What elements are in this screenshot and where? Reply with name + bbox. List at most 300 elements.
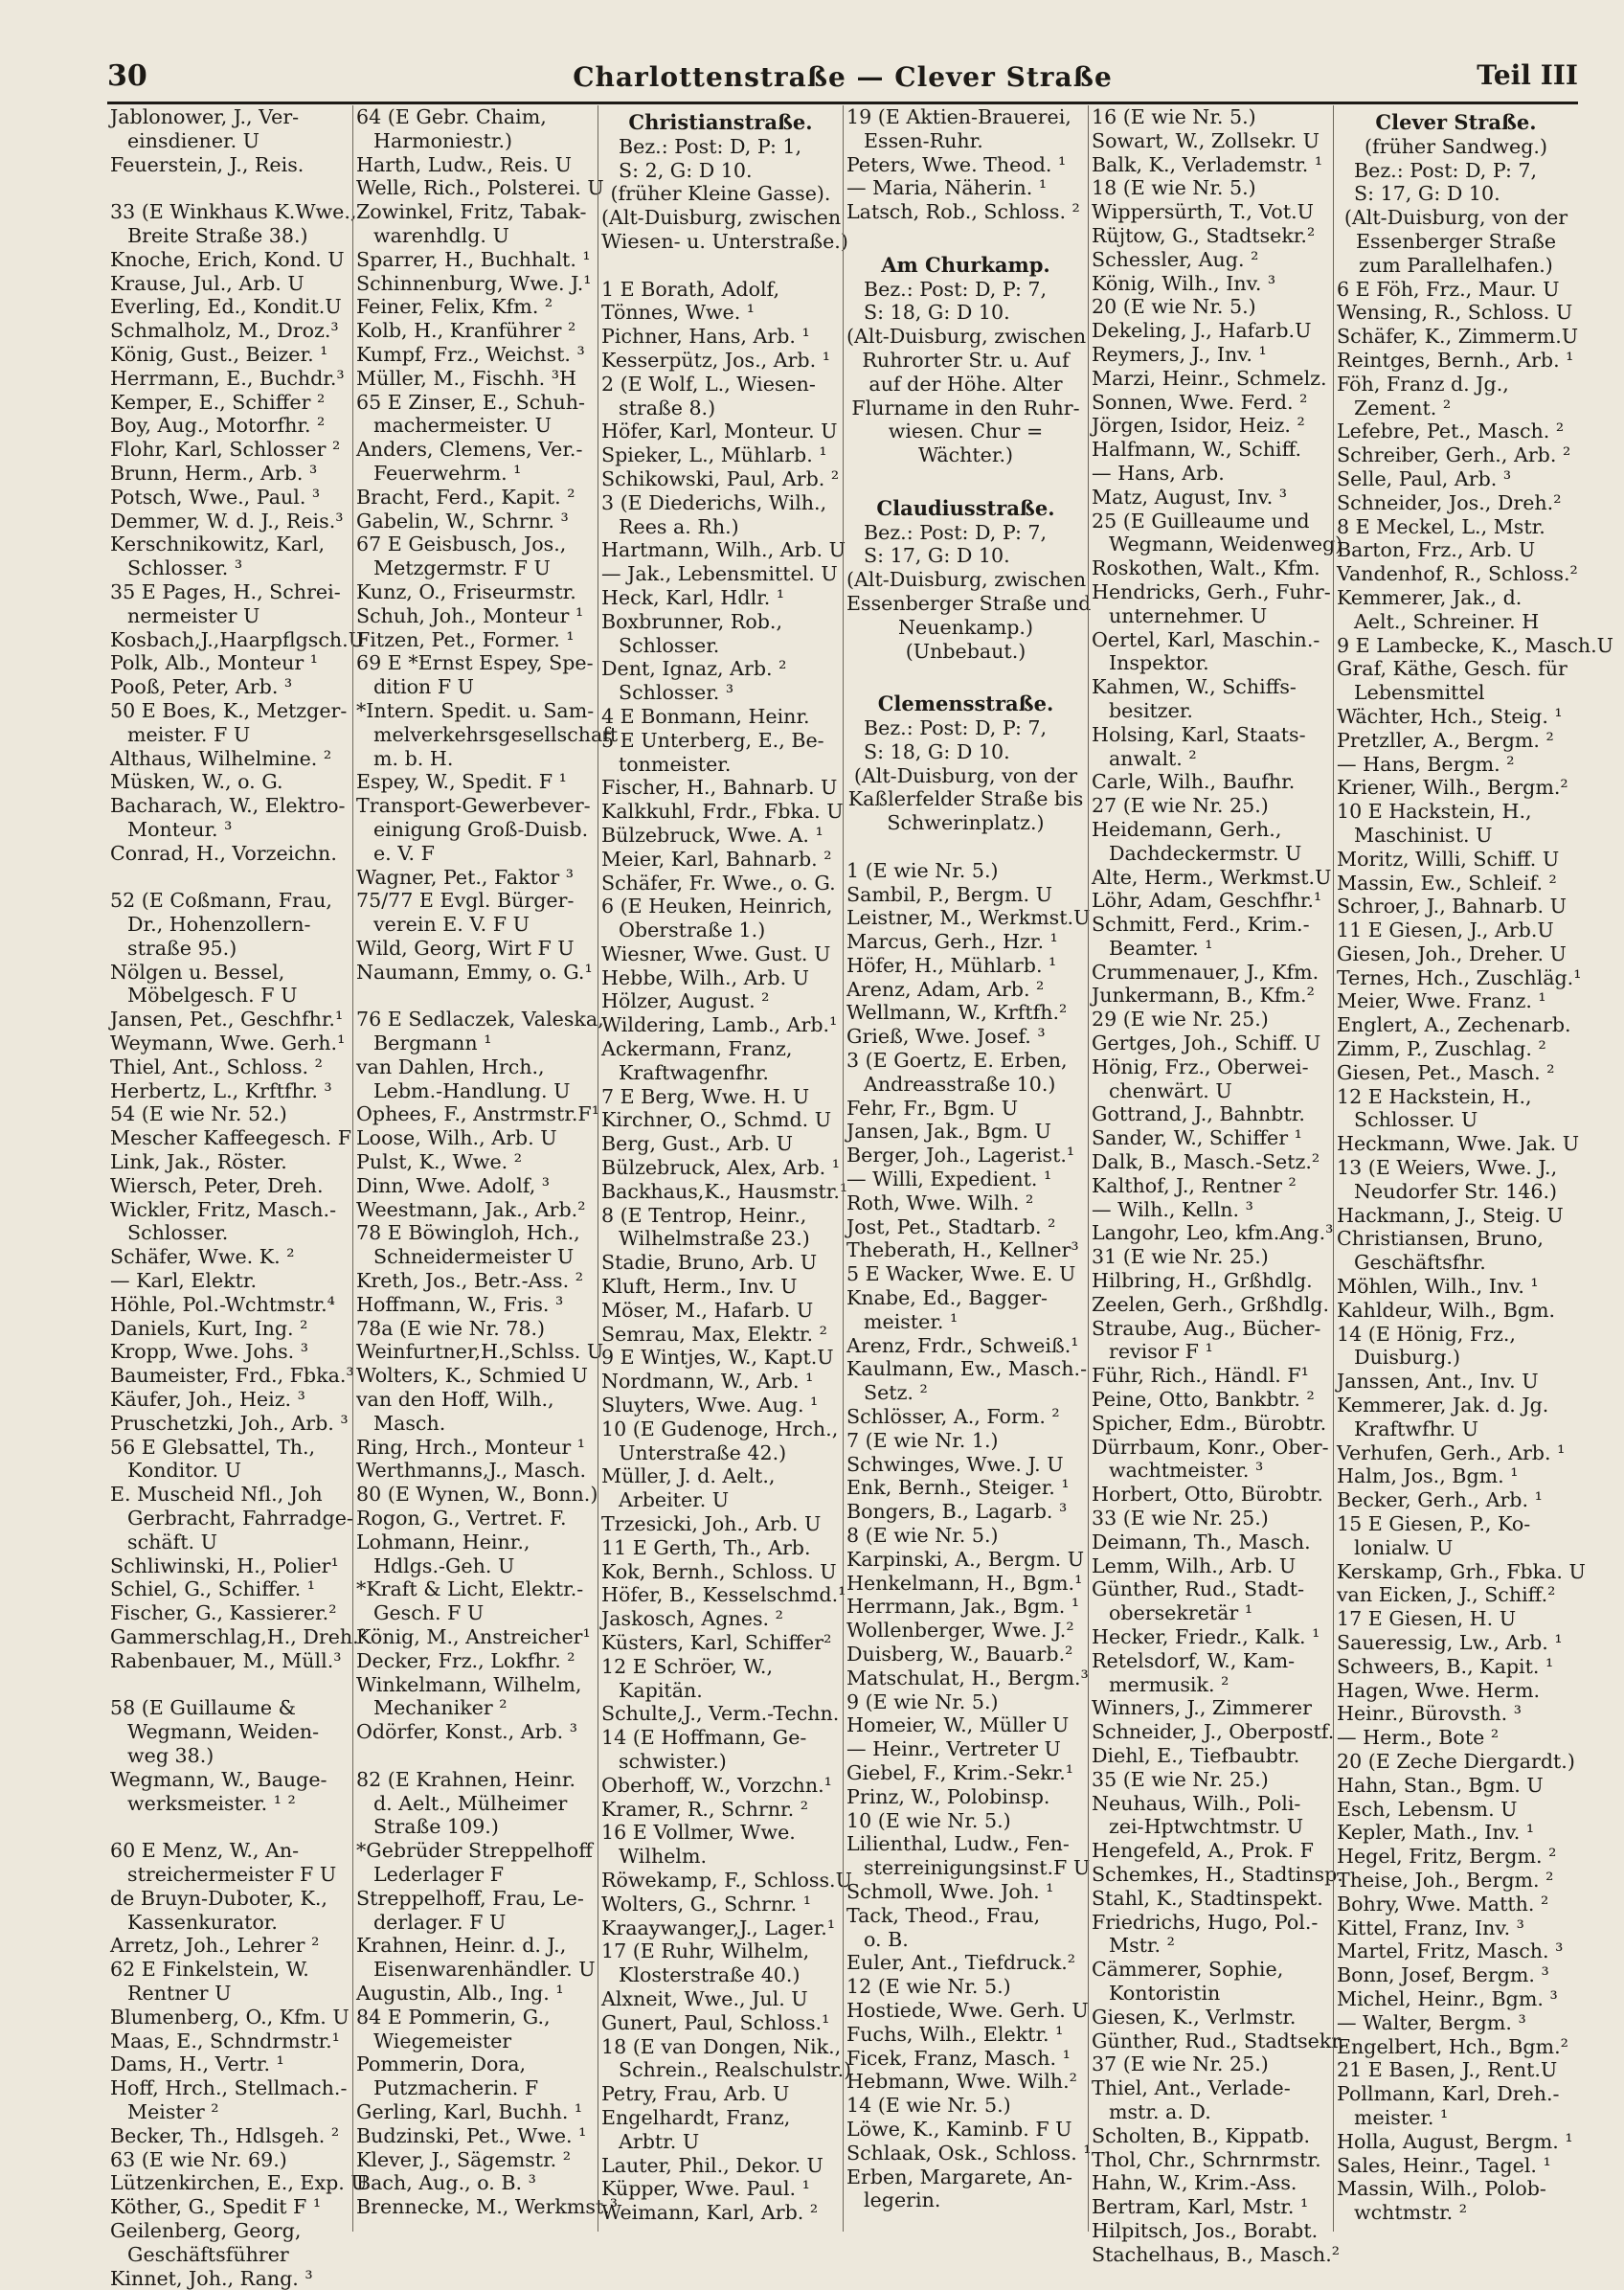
directory-entry: Odörfer, Konst., Arb. ³ [356, 1720, 578, 1744]
directory-entry: Wagner, Pet., Faktor ³ [356, 865, 574, 889]
directory-entry: 17 E Giesen, H. U [1337, 1607, 1517, 1631]
directory-entry: Kumpf, Frz., Weichst. ³ [356, 342, 585, 366]
directory-entry: Backhaus,K., Hausmstr.¹ [601, 1179, 848, 1203]
directory-entry: Holsing, Karl, Staats- [1092, 722, 1306, 746]
directory-entry-continuation: wachtmeister. ³ [1109, 1459, 1264, 1483]
directory-entry: 19 (E Aktien-Brauerei, [846, 105, 1071, 128]
directory-entry: *Intern. Spedit. u. Sam- [356, 698, 595, 722]
directory-entry: Semrau, Max, Elektr. ² [601, 1322, 827, 1346]
directory-entry-continuation: einigung Groß-Duisb. [373, 817, 589, 841]
directory-entry: 15 E Giesen, P., Ko- [1337, 1512, 1531, 1536]
directory-entry-continuation: mstr. a. D. [1109, 2099, 1211, 2123]
directory-entry-continuation: Putzmacherin. F [373, 2076, 539, 2100]
directory-entry: 10 (E wie Nr. 5.) [846, 1808, 1011, 1832]
directory-entry: Flohr, Karl, Schlosser ² [110, 438, 341, 462]
directory-entry: Knabe, Ed., Bagger- [846, 1286, 1049, 1310]
directory-entry: Matschulat, H., Bergm.³ [846, 1666, 1089, 1689]
directory-entry: 31 (E wie Nr. 25.) [1092, 1245, 1269, 1269]
directory-entry: — Hans, Arb. [1092, 461, 1225, 485]
directory-entry: Fischer, H., Bahnarb. U [601, 776, 838, 800]
directory-entry-continuation: warenhdlg. U [373, 223, 509, 247]
directory-entry-continuation: besitzer. [1109, 698, 1193, 722]
directory-entry: Schliwinski, H., Polier¹ [110, 1553, 339, 1577]
directory-entry: Dent, Ignaz, Arb. ² [601, 657, 787, 681]
directory-entry-continuation: wchtmstr. ² [1354, 2201, 1468, 2225]
directory-entry: Fehr, Fr., Bgm. U [846, 1096, 1019, 1120]
directory-entry: Müller, J. d. Aelt., [601, 1464, 776, 1488]
directory-entry: Herrmann, E., Buchdr.³ [110, 366, 345, 390]
directory-entry-continuation: Essen-Ruhr. [864, 128, 983, 152]
directory-entry: Jablonower, J., Ver- [110, 105, 300, 128]
directory-entry-continuation: Schlosser. [127, 1221, 229, 1245]
directory-entry-continuation: derlager. F U [373, 1910, 507, 1934]
directory-entry: Hartmann, Wilh., Arb. U [601, 538, 846, 562]
directory-entry-continuation: Bergmann ¹ [373, 1032, 492, 1055]
directory-entry: Graf, Käthe, Gesch. für [1337, 657, 1568, 681]
directory-entry-continuation: Schlosser. ³ [619, 681, 734, 705]
street-heading: Am Churkamp. [881, 252, 1050, 277]
directory-entry: Brennecke, M., Werkmst.³ [356, 2195, 619, 2219]
street-note: (Unbebaut.) [905, 639, 1026, 663]
directory-entry-continuation: Kraftwagenfhr. [619, 1060, 769, 1084]
directory-entry: Gabelin, W., Schrnr. ³ [356, 509, 569, 533]
directory-entry: Kahldeur, Wilh., Bgm. [1337, 1298, 1556, 1322]
directory-entry: Rogon, G., Vertret. F. [356, 1507, 567, 1530]
directory-entry-continuation: o. B. [864, 1927, 909, 1951]
directory-entry: Bülzebruck, Alex, Arb. ¹ [601, 1156, 841, 1180]
directory-entry: Weinfurtner,H.,Schlss. U [356, 1340, 604, 1364]
directory-entry: Sonnen, Wwe. Ferd. ² [1092, 390, 1308, 414]
directory-entry: Tönnes, Wwe. ¹ [601, 301, 756, 325]
directory-entry: Deimann, Th., Masch. [1092, 1530, 1311, 1553]
directory-entry-continuation: Bez.: Post: D, P: 7, [1354, 158, 1538, 182]
directory-entry: Espey, W., Spedit. F ¹ [356, 770, 567, 794]
directory-entry: Pichner, Hans, Arb. ¹ [601, 325, 810, 349]
directory-entry: 8 E Meckel, L., Mstr. [1337, 514, 1545, 538]
directory-entry: König, Wilh., Inv. ³ [1092, 271, 1276, 295]
directory-entry: Crummenauer, J., Kfm. [1092, 960, 1320, 984]
directory-entry: Meier, Karl, Bahnarb. ² [601, 847, 832, 871]
directory-entry-continuation: S: 18, G: D 10. [864, 739, 1010, 763]
street-note: (Alt-Duisburg, von der [853, 763, 1078, 787]
directory-entry: Gammerschlag,H., Dreh.² [110, 1625, 367, 1648]
directory-entry-continuation: chenwärt. U [1109, 1078, 1232, 1102]
directory-entry: 3 (E Goertz, E. Erben, [846, 1049, 1068, 1073]
directory-entry-continuation: anwalt. ² [1109, 746, 1197, 770]
directory-entry: Zeelen, Gerh., Grßhdlg. [1092, 1292, 1330, 1316]
directory-entry: Holla, August, Bergm. ¹ [1337, 2129, 1573, 2153]
directory-entry: 54 (E wie Nr. 52.) [110, 1102, 287, 1126]
directory-entry: 17 (E Ruhr, Wilhelm, [601, 1939, 810, 1963]
directory-entry: Ficek, Franz, Masch. ¹ [846, 2046, 1071, 2070]
directory-entry: Lilienthal, Ludw., Fen- [846, 1832, 1070, 1856]
directory-entry: Sowart, W., Zollsekr. U [1092, 128, 1320, 152]
directory-entry: — Karl, Elektr. [110, 1269, 258, 1293]
directory-entry: Wollenberger, Wwe. J.² [846, 1619, 1074, 1643]
directory-entry: Friedrichs, Hugo, Pol.- [1092, 1910, 1319, 1934]
directory-entry: Schemkes, H., Stadtinsp. [1092, 1862, 1343, 1886]
directory-entry: Wippersürth, T., Vot.U [1092, 200, 1314, 224]
directory-entry: Gertges, Joh., Schiff. U [1092, 1032, 1321, 1055]
directory-entry: Engelbert, Hch., Bgm.² [1337, 2034, 1568, 2058]
directory-entry: 50 E Boes, K., Metzger- [110, 698, 348, 722]
directory-entry: Feiner, Felix, Kfm. ² [356, 295, 553, 319]
directory-entry: Köther, G., Spedit F ¹ [110, 2195, 322, 2219]
directory-entry: Carle, Wilh., Baufhr. [1092, 770, 1296, 794]
directory-entry-continuation: meister. ¹ [1354, 2105, 1449, 2129]
directory-entry-continuation: Maschinist. U [1354, 823, 1493, 847]
directory-entry: Lefebre, Pet., Masch. ² [1337, 419, 1565, 443]
directory-entry: 29 (E wie Nr. 25.) [1092, 1008, 1269, 1032]
directory-entry: Thiel, Ant., Verlade- [1092, 2076, 1291, 2100]
directory-entry-continuation: Mechaniker ² [373, 1696, 508, 1720]
directory-entry: Hackmann, J., Steig. U [1337, 1203, 1564, 1227]
directory-entry: 37 (E wie Nr. 25.) [1092, 2052, 1269, 2076]
directory-entry: Schreiber, Gerh., Arb. ² [1337, 443, 1571, 467]
directory-entry: Spieker, L., Mühlarb. ¹ [601, 443, 827, 467]
directory-entry: *Gebrüder Streppelhoff [356, 1839, 593, 1863]
directory-entry: Wellmann, W., Krftfh.² [846, 1001, 1068, 1025]
street-heading: Christianstraße. [628, 110, 813, 134]
directory-entry: Spicher, Edm., Bürobtr. [1092, 1411, 1327, 1435]
directory-entry: Neuhaus, Wilh., Poli- [1092, 1791, 1301, 1815]
directory-entry: 80 (E Wynen, W., Bonn.) [356, 1483, 598, 1507]
directory-entry-continuation: d. Aelt., Mülheimer [373, 1791, 568, 1815]
directory-entry: 18 (E van Dongen, Nik., [601, 2034, 842, 2058]
directory-entry: Günther, Rud., Stadt- [1092, 1577, 1305, 1601]
directory-entry: — Wilh., Kelln. ³ [1092, 1197, 1253, 1221]
directory-entry-continuation: obersekretär ¹ [1109, 1601, 1253, 1625]
directory-entry: 58 (E Guillaume & [110, 1696, 296, 1720]
directory-entry: Müsken, W., o. G. [110, 770, 283, 794]
street-heading: Claudiusstraße. [876, 495, 1055, 520]
directory-entry: Wiesner, Wwe. Gust. U [601, 941, 831, 965]
directory-entry: van Eicken, J., Schiff.² [1337, 1583, 1556, 1607]
page-header [107, 57, 1578, 104]
directory-entry-continuation: Bez.: Post: D, P: 1, [619, 134, 802, 158]
directory-entry: Fischer, G., Kassierer.² [110, 1601, 337, 1625]
directory-entry-continuation: Arbtr. U [619, 2129, 700, 2153]
directory-entry: Welle, Rich., Polsterei. U [356, 176, 604, 200]
directory-entry: Hahn, W., Krim.-Ass. [1092, 2171, 1297, 2195]
directory-entry: Werthmanns,J., Masch. [356, 1459, 587, 1483]
directory-entry-continuation: Andreasstraße 10.) [864, 1072, 1056, 1096]
directory-entry: Transport-Gewerbever- [356, 794, 591, 818]
directory-entry: Pulst, K., Wwe. ² [356, 1150, 522, 1174]
directory-entry-continuation: weg 38.) [127, 1743, 214, 1767]
directory-entry: Gottrand, J., Bahnbtr. [1092, 1102, 1305, 1126]
directory-entry-continuation: Geschäftsfhr. [1354, 1251, 1486, 1275]
directory-entry: Conrad, H., Vorzeichn. [110, 841, 337, 865]
directory-entry: Marcus, Gerh., Hzr. ¹ [846, 930, 1058, 954]
street-note: Wächter.) [917, 443, 1014, 467]
directory-entry: Jaskosch, Agnes. ² [601, 1607, 783, 1631]
directory-entry: Günther, Rud., Stadtsekr. [1092, 2029, 1345, 2052]
directory-entry: Giesen, Pet., Masch. ² [1337, 1060, 1555, 1084]
directory-entry: 14 (E wie Nr. 5.) [846, 2094, 1011, 2118]
directory-entry-continuation: Monteur. ³ [127, 817, 233, 841]
directory-entry: Retelsdorf, W., Kam- [1092, 1648, 1296, 1672]
directory-entry: Geilenberg, Georg, [110, 2218, 302, 2242]
directory-entry: Hönig, Frz., Oberwei- [1092, 1054, 1309, 1078]
directory-entry: Moritz, Willi, Schiff. U [1337, 847, 1560, 871]
directory-entry-continuation: Mstr. ² [1109, 1934, 1175, 1958]
directory-entry-continuation: schäft. U [127, 1530, 217, 1553]
directory-entry: Baumeister, Frd., Fbka.³ [110, 1364, 354, 1388]
directory-entry-continuation: S: 17, G: D 10. [864, 544, 1010, 568]
directory-entry: Peters, Wwe. Theod. ¹ [846, 152, 1067, 176]
directory-entry: Höfer, Karl, Monteur. U [601, 419, 838, 443]
street-note: Ruhrorter Str. u. Auf [862, 348, 1070, 372]
directory-entry: — Hans, Bergm. ² [1337, 752, 1515, 776]
street-note: auf der Höhe. Alter [868, 372, 1063, 396]
page-title: Charlottenstraße — Clever Straße [573, 61, 1113, 93]
directory-entry: Barton, Frz., Arb. U [1337, 538, 1536, 562]
directory-entry: 75/77 E Evgl. Bürger- [356, 889, 575, 913]
directory-entry: Wildering, Lamb., Arb.¹ [601, 1013, 838, 1037]
directory-entry: 64 (E Gebr. Chaim, [356, 105, 547, 128]
directory-entry: Demmer, W. d. J., Reis.³ [110, 509, 344, 533]
directory-entry: Wolters, K., Schmied U [356, 1364, 589, 1388]
directory-entry: Jansen, Pet., Geschfhr.¹ [110, 1008, 344, 1032]
directory-entry: Kemmerer, Jak., d. [1337, 585, 1522, 609]
directory-entry: 2 (E Wolf, L., Wiesen- [601, 372, 816, 396]
directory-entry-continuation: Dachdeckermstr. U [1109, 841, 1302, 865]
directory-entry: Kramer, R., Schrnr. ² [601, 1797, 808, 1821]
directory-entry: Thol, Chr., Schrnrmstr. [1092, 2147, 1321, 2171]
directory-entry-continuation: verein E. V. F U [373, 913, 530, 937]
directory-entry: 65 E Zinser, E., Schuh- [356, 390, 585, 414]
directory-entry: Althaus, Wilhelmine. ² [110, 746, 332, 770]
directory-entry: van Dahlen, Hrch., [356, 1054, 545, 1078]
directory-column-6 [1333, 105, 1614, 2232]
directory-entry: Dinn, Wwe. Adolf, ³ [356, 1173, 551, 1197]
directory-entry: Lohmann, Heinr., [356, 1530, 530, 1553]
directory-entry: Reintges, Bernh., Arb. ¹ [1337, 348, 1574, 372]
directory-entry: 1 E Borath, Adolf, [601, 277, 779, 301]
directory-entry-continuation: Gerbracht, Fahrradge- [127, 1507, 353, 1530]
directory-entry: Wild, Georg, Wirt F U [356, 936, 575, 960]
directory-entry-continuation: Schrein., Realschulstr.) [619, 2058, 852, 2082]
directory-entry-continuation: Schneidermeister U [373, 1245, 575, 1269]
directory-entry: Latsch, Rob., Schloss. ² [846, 200, 1080, 224]
spacer [356, 984, 595, 1008]
directory-entry: — Walter, Bergm. ³ [1337, 2010, 1526, 2034]
directory-entry: Kirchner, O., Schmd. U [601, 1108, 832, 1132]
directory-entry: Dekeling, J., Hafarb.U [1092, 319, 1312, 343]
directory-entry: 11 E Giesen, J., Arb.U [1337, 918, 1554, 942]
street-note: (Alt-Duisburg, zwischen [601, 206, 842, 230]
directory-entry: Blumenberg, O., Kfm. U [110, 2005, 350, 2029]
directory-entry-continuation: Konditor. U [127, 1459, 241, 1483]
directory-entry: Kepler, Math., Inv. ¹ [1337, 1821, 1535, 1845]
directory-columns [107, 105, 1614, 2290]
directory-entry: Kok, Bernh., Schloss. U [601, 1559, 837, 1583]
directory-entry: Heinr., Bürovsth. ³ [1337, 1702, 1522, 1726]
street-note: (Alt-Duisburg, von der [1343, 206, 1568, 230]
directory-entry: 60 E Menz, W., An- [110, 1839, 300, 1863]
spacer [110, 1815, 350, 1839]
directory-entry: 20 (E wie Nr. 5.) [1092, 295, 1256, 319]
directory-entry: Löhr, Adam, Geschfhr.¹ [1092, 889, 1322, 913]
directory-entry: Everling, Ed., Kondit.U [110, 295, 342, 319]
directory-entry: Kemmerer, Jak. d. Jg. [1337, 1394, 1549, 1417]
directory-entry-continuation: Harmoniestr.) [373, 128, 513, 152]
directory-entry: Budzinski, Pet., Wwe. ¹ [356, 2123, 587, 2147]
directory-entry: Feuerstein, J., Reis. [110, 152, 304, 176]
directory-entry: Nölgen u. Bessel, [110, 960, 285, 984]
directory-entry-continuation: Arbeiter. U [619, 1488, 730, 1512]
directory-entry: Schäfer, Fr. Wwe., o. G. [601, 871, 836, 895]
directory-entry: 63 (E wie Nr. 69.) [110, 2147, 287, 2171]
directory-entry-continuation: meister. ¹ [864, 1309, 959, 1333]
directory-entry: Peine, Otto, Bankbtr. ² [1092, 1388, 1315, 1412]
directory-entry: Kolb, H., Kranführer ² [356, 319, 576, 343]
directory-entry: Berger, Joh., Lagerist.¹ [846, 1144, 1075, 1168]
directory-entry: 12 E Schröer, W., [601, 1654, 773, 1678]
directory-entry: Schinnenburg, Wwe. J.¹ [356, 271, 592, 295]
directory-entry: Erben, Margarete, An- [846, 2165, 1072, 2188]
directory-entry-continuation: machermeister. U [373, 414, 552, 438]
directory-entry-continuation: Rentner U [127, 1981, 232, 2005]
directory-entry: Horbert, Otto, Bürobtr. [1092, 1483, 1323, 1507]
street-note: wiesen. Chur = [888, 419, 1044, 443]
directory-entry: Pruschetzki, Joh., Arb. ³ [110, 1411, 349, 1435]
directory-entry: Straube, Aug., Bücher- [1092, 1316, 1321, 1340]
directory-entry-continuation: Schlosser. ³ [127, 556, 243, 580]
directory-entry: Schneider, Jos., Dreh.² [1337, 490, 1562, 514]
directory-entry: Alxneit, Wwe., Jul. U [601, 1986, 808, 2010]
directory-entry: Hebmann, Wwe. Wilh.² [846, 2070, 1077, 2094]
directory-entry: Saueressig, Lw., Arb. ¹ [1337, 1631, 1563, 1654]
directory-entry: 20 (E Zeche Diergardt.) [1337, 1749, 1575, 1773]
directory-entry: Ring, Hrch., Monteur ¹ [356, 1435, 585, 1459]
directory-entry: Roth, Wwe. Wilh. ² [846, 1190, 1034, 1214]
directory-entry: Schmalholz, M., Droz.³ [110, 319, 339, 343]
directory-entry-continuation: einsdiener. U [127, 128, 260, 152]
directory-entry: Schäfer, Wwe. K. ² [110, 1245, 295, 1269]
directory-entry: Kluft, Herm., Inv. U [601, 1275, 798, 1299]
directory-entry: Jansen, Jak., Bgm. U [846, 1120, 1051, 1144]
directory-entry: 52 (E Coßmann, Frau, [110, 889, 332, 913]
directory-entry: E. Muscheid Nfl., Joh [110, 1483, 323, 1507]
directory-entry: Augustin, Alb., Ing. ¹ [356, 1981, 564, 2005]
street-heading: Clemensstraße. [877, 692, 1054, 716]
directory-entry-continuation: Lebensmittel [1354, 681, 1485, 705]
directory-entry-continuation: lonialw. U [1354, 1535, 1454, 1559]
directory-entry: Ackermann, Franz, [601, 1037, 793, 1061]
directory-entry: Giesen, Joh., Dreher. U [1337, 941, 1567, 965]
directory-entry: Diehl, E., Tiefbaubtr. [1092, 1743, 1300, 1767]
directory-entry-continuation: zei-Hptwchtmstr. U [1109, 1815, 1304, 1839]
directory-entry: 35 E Pages, H., Schrei- [110, 579, 341, 603]
directory-entry: Heck, Karl, Hdlr. ¹ [601, 585, 785, 609]
directory-entry: Föh, Franz d. Jg., [1337, 372, 1509, 396]
directory-entry: van den Hoff, Wilh., [356, 1388, 554, 1412]
directory-entry: 16 (E wie Nr. 5.) [1092, 105, 1256, 128]
directory-entry: Stahl, K., Stadtinspekt. [1092, 1886, 1323, 1910]
directory-entry: Kunz, O., Friseurmstr. [356, 579, 576, 603]
directory-entry: — Herm., Bote ² [1337, 1726, 1500, 1750]
directory-entry-continuation: Bez.: Post: D, P: 7, [864, 715, 1048, 739]
directory-entry-continuation: S: 18, G: D 10. [864, 301, 1010, 325]
directory-entry: Polk, Alb., Monteur ¹ [110, 651, 318, 675]
directory-entry-continuation: Unterstraße 42.) [619, 1440, 787, 1464]
directory-entry: Pollmann, Karl, Dreh.- [1337, 2082, 1560, 2106]
directory-entry: Schulte,J., Verm.-Techn. [601, 1702, 840, 1726]
street-note: (früher Sandweg.) [1364, 134, 1547, 158]
directory-entry: 62 E Finkelstein, W. [110, 1958, 309, 1982]
directory-entry: 7 E Berg, Wwe. H. U [601, 1084, 810, 1108]
directory-entry-continuation: Kapitän. [619, 1678, 703, 1702]
directory-entry: Hilpitsch, Jos., Borabt. [1092, 2218, 1319, 2242]
spacer [110, 176, 350, 200]
directory-entry: 78a (E wie Nr. 78.) [356, 1316, 546, 1340]
directory-entry: Löwe, K., Kaminb. F U [846, 2117, 1072, 2141]
directory-entry: Röwekamp, F., Schloss.U [601, 1868, 852, 1892]
directory-entry: Duisberg, W., Bauarb.² [846, 1643, 1073, 1666]
directory-entry: Theise, Joh., Bergm. ² [1337, 1868, 1554, 1892]
directory-entry-continuation: Wegmann, Weidenweg) [1109, 533, 1343, 556]
directory-entry: Hölzer, August. ² [601, 989, 770, 1013]
directory-entry: Halm, Jos., Bgm. ¹ [1337, 1464, 1519, 1488]
directory-entry: König, Gust., Beizer. ¹ [110, 342, 328, 366]
street-note: Neuenkamp.) [898, 615, 1033, 639]
directory-entry-continuation: Dr., Hohenzollern- [127, 913, 311, 937]
directory-entry: 4 E Bonmann, Heinr. [601, 704, 810, 728]
directory-entry: Gerling, Karl, Buchh. ¹ [356, 2099, 583, 2123]
directory-column-2 [352, 105, 619, 2232]
directory-entry: Tack, Theod., Frau, [846, 1903, 1041, 1927]
directory-entry-continuation: revisor F ¹ [1109, 1340, 1213, 1364]
directory-entry: Hahn, Stan., Bgm. U [1337, 1773, 1544, 1797]
directory-entry: Winkelmann, Wilhelm, [356, 1672, 582, 1696]
directory-entry: Schuh, Joh., Monteur ¹ [356, 603, 584, 627]
directory-entry: Balk, K., Verlademstr. ¹ [1092, 152, 1323, 176]
directory-entry: Wächter, Hch., Steig. ¹ [1337, 704, 1563, 728]
directory-entry: 69 E *Ernst Espey, Spe- [356, 651, 594, 675]
directory-entry-continuation: Wilhelmstraße 23.) [619, 1227, 810, 1251]
directory-entry: 14 (E Hönig, Frz., [1337, 1322, 1516, 1346]
directory-entry: Sales, Heinr., Tagel. ¹ [1337, 2153, 1551, 2177]
directory-entry: Langohr, Leo, kfm.Ang.³ [1092, 1221, 1334, 1245]
directory-entry: Sambil, P., Bergm. U [846, 882, 1053, 906]
directory-entry-continuation: Straße 109.) [373, 1815, 499, 1839]
directory-entry: Schlaak, Osk., Schloss. ¹ [846, 2141, 1092, 2165]
directory-entry: Massin, Ew., Schleif. ² [1337, 871, 1557, 895]
directory-entry: Bongers, B., Lagarb. ³ [846, 1500, 1068, 1524]
directory-entry-continuation: m. b. H. [373, 746, 454, 770]
directory-entry-continuation: Meister ² [127, 2099, 219, 2123]
directory-entry: Michel, Heinr., Bgm. ³ [1337, 1986, 1558, 2010]
directory-entry: Herrmann, Jak., Bgm. ¹ [846, 1595, 1080, 1619]
directory-entry: Lemm, Wilh., Arb. U [1092, 1553, 1297, 1577]
directory-entry-continuation: S: 2, G: D 10. [619, 158, 753, 182]
directory-entry: 3 (E Diederichs, Wilh., [601, 490, 827, 514]
directory-entry-continuation: Schlosser. [619, 633, 720, 657]
directory-entry-continuation: Bez.: Post: D, P: 7, [864, 520, 1048, 544]
directory-entry: Kinnet, Joh., Rang. ³ [110, 2266, 313, 2290]
directory-entry: Kosbach,J.,Haarpflgsch.U [110, 627, 366, 651]
directory-entry: Knoche, Erich, Kond. U [110, 247, 345, 271]
directory-entry: Rüjtow, G., Stadtsekr.² [1092, 223, 1316, 247]
directory-entry: Arenz, Frdr., Schweiß.¹ [846, 1333, 1079, 1357]
directory-entry: Euler, Ant., Tiefdruck.² [846, 1951, 1076, 1975]
directory-entry: Weimann, Karl, Arb. ² [601, 2201, 819, 2225]
directory-entry: — Maria, Näherin. ¹ [846, 176, 1048, 200]
directory-entry: Bacharach, W., Elektro- [110, 794, 346, 818]
part-label: Teil III [1477, 59, 1578, 91]
